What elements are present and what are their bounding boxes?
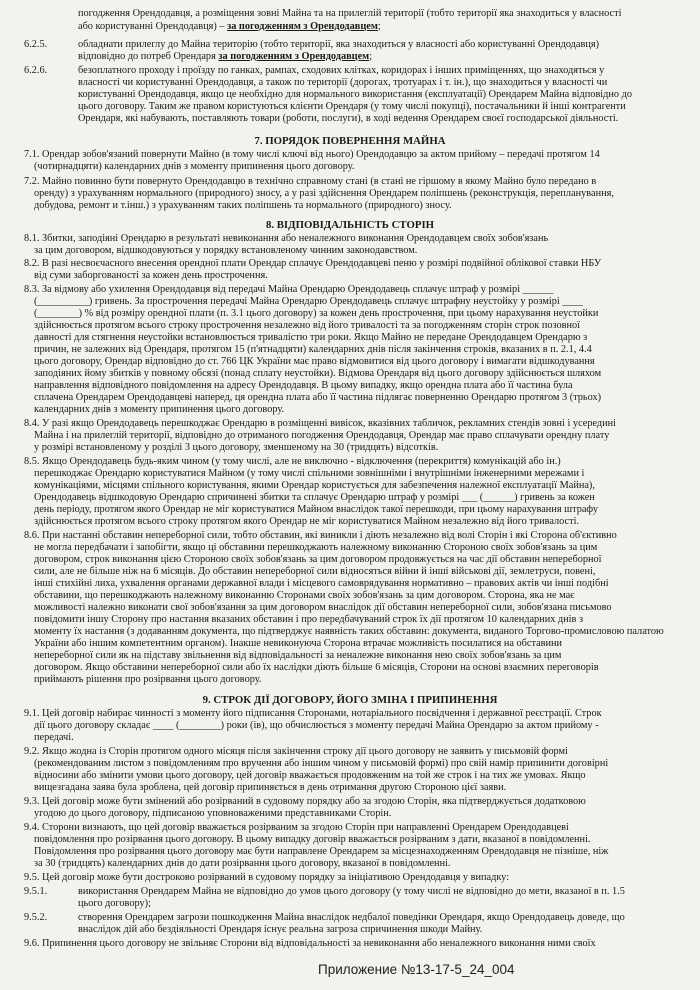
- text-line: 9.3. Цей договір може бути змінений або розірваний в судовому порядку або за згодою Сторін, яка підтверджується додатковою: [24, 796, 586, 807]
- text-line: 9.1. Цей договір набирає чинності з моменту його підписання Сторонами, нотаріального посвідчення і державної реєстрації. Строк: [24, 708, 602, 719]
- text-line: комунікаціями, місцями спільного користування, якими Орендар користується для забезпечення належної експлуатації Майна),: [34, 480, 595, 491]
- text-line: здійснюється протягом всього строку протягом якого Орендар не міг користуватися Майном незалежно від його тривалості.: [34, 516, 580, 527]
- text-line: обладнати прилеглу до Майна територію (тобто території, яка знаходиться у власності або користуванні Орендодавця): [78, 39, 600, 50]
- text-line: (________) % від розміру орендної плати (п. 3.1 цього договору) за кожен день прострочення, при цьому нарахування неустойки: [34, 308, 599, 319]
- text-line: давності для стягнення неустойки встановлюється тривалістю три роки. Якщо Майно не передане Орендодавцем Орендарю з: [34, 332, 588, 343]
- text-line: непереборної сили як на підставу звільнення від відповідальності за неналежне виконання нею своїх зобов'язань за цим: [34, 650, 562, 661]
- text-line: 9.2. Якщо жодна із Сторін протягом одного місяця після закінчення строку дії цього договору не заявить у письмовій формі: [24, 746, 568, 757]
- text-line: цього договору, Орендар відповідно до ст. 766 ЦК України має право відмовитися від цього договору і вимагати відшкодування: [34, 356, 595, 367]
- text-line: Орендаря, які набувають, поставляють товари (роботи, послуги), в ході ведення Орендарем своєї господарської діяльності.: [78, 113, 619, 124]
- text-line: створення Орендарем загрози пошкодження Майна внаслідок недбалої поведінки Орендаря, якщо Орендодавець доведе, що: [78, 912, 625, 923]
- text-line: від суми заборгованості за кожен день прострочення.: [34, 270, 268, 281]
- text-line: 9.5. Цей договір може бути достроково розірваний в судовому порядку за ініціативою Орендодавця у випадку:: [24, 872, 510, 883]
- text-line: договором, строк виконання цією Стороною своїх зобов'язань за цим договором продовжується на час дії обставин непереборної: [34, 554, 602, 565]
- text-line: Повідомлення про розірвання цього договору має бути направлене Орендарем за місцезнаходженням Орендодавця не пізніше, ніж: [34, 846, 609, 857]
- text-line: цього договору);: [78, 898, 151, 909]
- text-line: вищезгадана заява була зроблена, цей договір припиняється в день отримання другою Стороною цієї заяви.: [34, 782, 507, 793]
- text-line: внаслідок дій або бездіяльності Орендаря існує реальна загроза спричинення шкоди Майну.: [78, 924, 483, 935]
- text-line: повідомити іншу Сторону про настання вказаних обставин і про передбачуваний строк їх дії протягом 10 календарних днів з: [34, 614, 584, 625]
- text-line: використання Орендарем Майна не відповідно до умов цього договору (у тому числі не відповідно до мети, вказаної в п. 1.5: [78, 886, 625, 897]
- text-line: 8.4. У разі якщо Орендодавець перешкоджає Орендарю в розміщенні вивісок, вказівних табличок, рекламних стендів зовні і усередині: [24, 418, 617, 429]
- text-line: сили, але не більше ніж на 6 місяців. До обставин непереборної сили відносяться війни й інші військові дії, землетруси, повені,: [34, 566, 596, 577]
- text-line: (рекомендованим листом з повідомленням про вручення або іншим чином у письмовій формі) про свій намір припинити договірні: [34, 758, 609, 769]
- text-line: (чотирнадцяти) календарних днів з моменту припинення цього договору.: [34, 161, 355, 172]
- clause-number: 9.5.2.: [24, 912, 48, 923]
- text-line: приймають рішення про розірвання цього договору.: [34, 674, 262, 685]
- text-line: 8.2. В разі несвоєчасного внесення орендної плати Орендар сплачує Орендодавцеві пеню у розмірі подвійної облікової ставки НБУ: [24, 258, 602, 269]
- clause-number: 6.2.5.: [24, 39, 48, 50]
- text-line: здійснюється протягом всього строку прострочення незалежно від його тривалості та за погодженням сторін строк позовної: [34, 320, 581, 331]
- text-line: сплачена Орендарем Орендодавцеві наперед, ця орендна плата або її частина підлягає поверненню Орендарю протягом 3 (трьох): [34, 392, 602, 403]
- text-line: безоплатного проходу і проїзду по ганках, рампах, сходових клітках, коридорах і інших приміщеннях, що знаходяться у: [78, 65, 605, 76]
- text-line: обставини, що перешкоджають належному виконанню Сторонами своїх зобов'язань за цим договором. Сторона, яка не має: [34, 590, 575, 601]
- text-line: 8.5. Якщо Орендодавець будь-яким чином (у тому числі, але не виключно - відключення (перекриття) комунікацій або ін.): [24, 456, 561, 467]
- text-line: повідомлення про розірвання цього договору. В цьому випадку договір вважається розірваним з дати, вказаної в повідомленні.: [34, 834, 591, 845]
- consent-phrase: за погодженням з Орендодавцем: [218, 51, 370, 62]
- text-line: 8.1. Збитки, заподіяні Орендарю в результаті невиконання або неналежного виконання Орендодавцем своїх зобов'язань: [24, 233, 549, 244]
- section-heading-8: 8. ВІДПОВІДАЛЬНІСТЬ СТОРІН: [265, 219, 435, 231]
- text-line: у розмірі встановленому у розділі 3 цього договору, зменшеному на 30 (тридцять) відсотків.: [34, 442, 439, 453]
- text-line: день періоду, протягом якого Орендар не міг користуватися Майном внаслідок такої перешкоди, при цьому нарахування штрафу: [34, 504, 598, 515]
- text-line: оренду) з урахуванням нормального (природного) зносу, а у разі здійснення Орендарем поліпшень (реконструкція, перепланування,: [34, 188, 614, 199]
- text-line: 9.6. Припинення цього договору не звільняє Сторони від відповідальності за невиконання або неналежного виконання ними своїх: [24, 938, 596, 949]
- text-line: або користуванні Орендодавця) – за погодженням з Орендодавцем;: [78, 21, 381, 32]
- text-line: 8.6. При настанні обставин непереборної сили, тобто обставин, які виникли і діють незалежно від волі Сторін і які Сторона об'єктивно: [24, 530, 617, 541]
- section-heading-7: 7. ПОРЯДОК ПОВЕРНЕННЯ МАЙНА: [254, 135, 446, 147]
- text-line: заподіяних йому збитків у повному обсязі (понад сплату неустойки). Відмова Орендаря від цього договору здійснюється шляхом: [34, 368, 602, 379]
- text-line: угодою до цього договору, підписаною уповноваженими представниками Сторін.: [34, 808, 392, 819]
- text-line: моменту їх настання (з додаванням документа, що підтверджує наявність таких обставин: документа, виданого Торгово-промисловою палатою: [34, 626, 664, 637]
- text-line: можливості належно виконати свої зобов'язання за цим договором внаслідок дії обставин непереборної сили, зобов'язана письмово: [34, 602, 612, 613]
- text-line: передачі.: [34, 732, 74, 743]
- text-line: інші стихійні лиха, ухвалення органами державної влади і місцевого самоврядування нормативно – правових актів чи інші подібні: [34, 578, 609, 589]
- text-line: відносини або змінити умови цього договору, цей договір вважається продовженим на той же строк і на тих же умовах. Якщо: [34, 770, 586, 781]
- clause-number: 9.5.1.: [24, 886, 48, 897]
- section-heading-9: 9. СТРОК ДІЇ ДОГОВОРУ, ЙОГО ЗМІНА І ПРИПИНЕННЯ: [202, 694, 498, 706]
- text-line: погодження Орендодавця, а розміщення зовні Майна та на прилеглій території (тобто території яка знаходиться у власності: [78, 8, 622, 19]
- text-line: відповідно до потреб Орендаря за погодженням з Орендодавцем;: [78, 51, 373, 62]
- consent-phrase: за погодженням з Орендодавцем: [227, 21, 378, 32]
- text-line: календарних днів з моменту припинення цього договору.: [34, 404, 285, 415]
- text-line: власності чи користуванні Орендодавця, а також по території (дорогах, тротуарах і т. ін.), що знаходиться у власності чи: [78, 77, 608, 88]
- text-line: цього договору. Таким же правом користуються клієнти Орендаря (у тому числі покупці), постачальники й інші контрагенти: [78, 101, 626, 112]
- text-line: 8.3. За відмову або ухилення Орендодавця від передачі Майна Орендарю Орендодавець сплачує штраф у розмірі ______: [24, 284, 554, 295]
- text-line: за 30 (тридцять) календарних днів до дати розірвання цього договору, вказаної в повідомленні.: [34, 858, 451, 869]
- text-line: перешкоджає Орендарю користуватися Майном (у тому числі спільними зовнішніми і внутрішніми інженерними мережами і: [34, 468, 585, 479]
- text-line: (__________) гривень. За прострочення передачі Майна Орендарю Орендодавець сплачує штрафну неустойку у розмірі ____: [34, 296, 583, 307]
- text-line: 7.2. Майно повинно бути повернуто Орендодавцю в технічно справному стані (в стані не гіршому в якому Майно було передано в: [24, 176, 597, 187]
- text-line: Орендодавець відшкодовую Орендарю спричинені збитки та сплачує Орендарю штраф у розмірі ___ (______) гривень за кожен: [34, 492, 595, 503]
- text-line: направлення відповідного повідомлення на адресу Орендодавця. В цьому випадку, якщо орендна плата або її частина була: [34, 380, 573, 391]
- text-line: 9.4. Сторони визнають, що цей договір вважається розірваним за згодою Сторін при направленні Орендарем Орендодавцеві: [24, 822, 569, 833]
- appendix-footer: Приложение №13-17-5_24_004: [318, 962, 515, 977]
- text-line: добудова, ремонт и т.інш.) з урахуванням таких поліпшень та нормального (природного) зносу.: [34, 200, 452, 211]
- text-line: дії цього договору складає ____ (________) роки (ів), що обчислюється з моменту передачі Майна Орендарю за актом прийому -: [34, 720, 599, 731]
- text-line: Майна і на прилеглій території, відповідно до отриманого погодження Орендодавця, Орендар має право сплачувати орендну плату: [34, 430, 610, 441]
- clause-number: 6.2.6.: [24, 65, 48, 76]
- text-line: причин, не залежних від Орендаря, протягом 15 (п'ятнадцяти) календарних днів після закінчення строків, вказаних в п. 2.1, 4.4: [34, 344, 592, 355]
- text-line: не могла передбачати і запобігти, якщо ці обставини перешкоджають належному виконанню Стороною своїх зобов'язань за цим: [34, 542, 598, 553]
- text-line: 7.1. Орендар зобов'язаний повернути Майно (в тому числі ключі від нього) Орендодавцю за актом прийому – передачі протягом 14: [24, 149, 600, 160]
- text-line: договором. Якщо обставини непереборної сили або їх наслідки діють більше 6 місяців, Сторони на основі взаємних переговорів: [34, 662, 599, 673]
- text-line: користуванні Орендодавця, якщо це необхідно для нормального використання (експлуатації) Орендарем Майна відповідно до: [78, 89, 633, 100]
- text-line: України або іншим компетентним органом). Інакше невиконуюча Сторона втрачає можливість посилатися на обставини: [34, 638, 563, 649]
- text-line: за цим договором, відшкодовуються у порядку встановленому чинним законодавством.: [34, 245, 418, 256]
